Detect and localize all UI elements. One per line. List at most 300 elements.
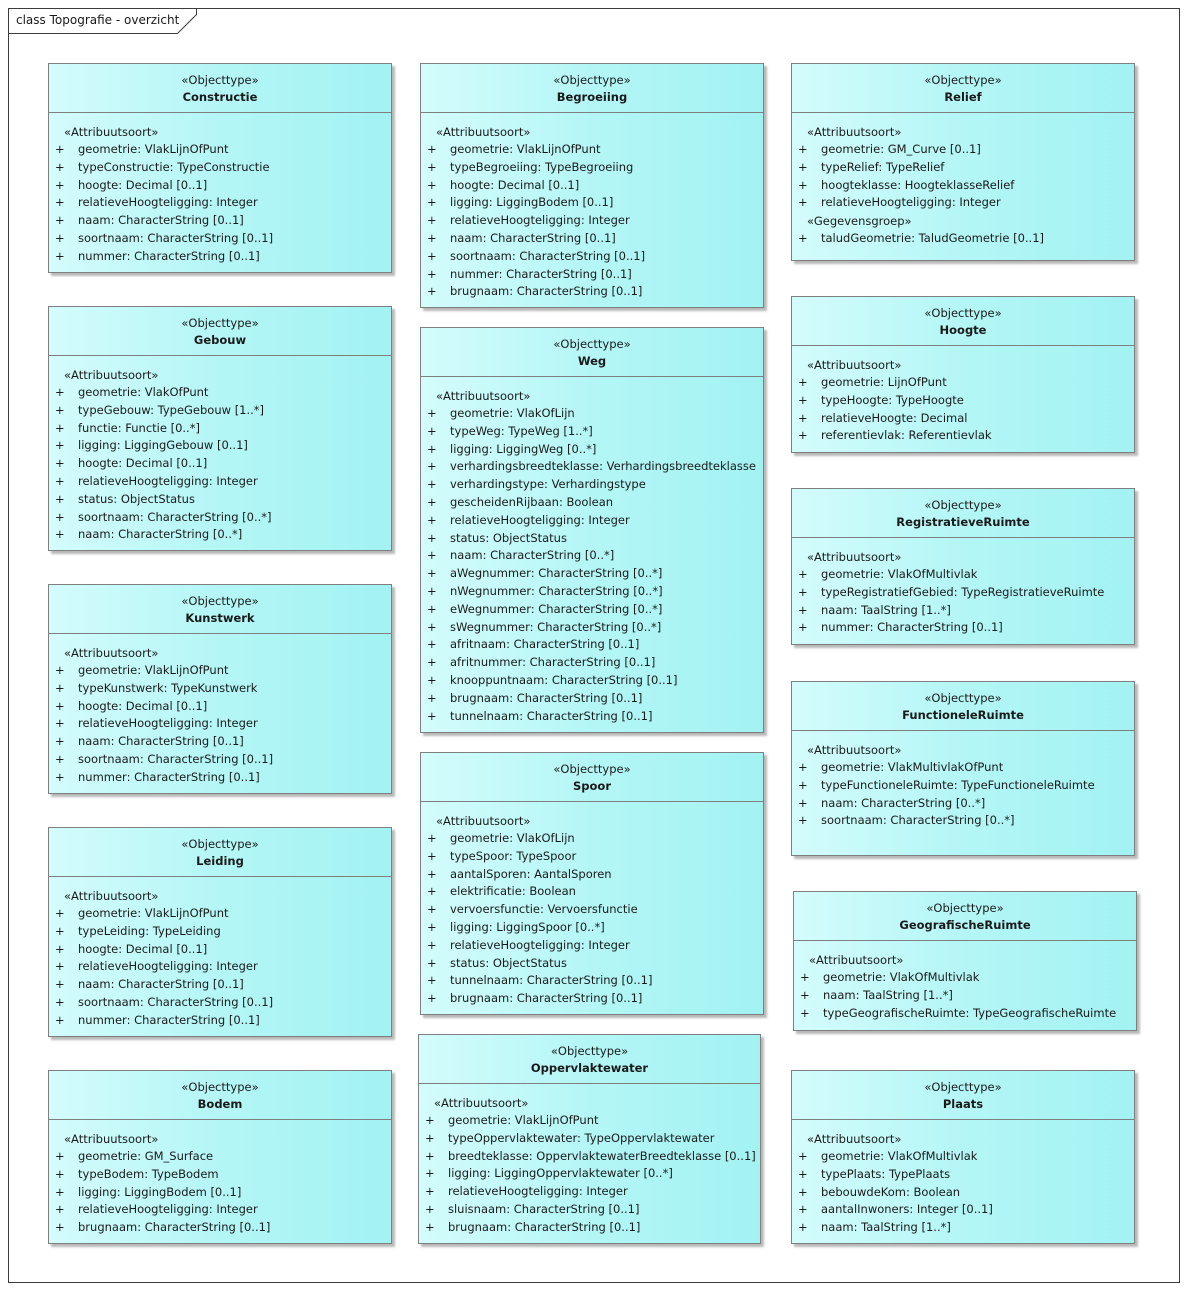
class-plaats[interactable] (791, 1070, 1135, 1244)
class-stereotype: «Objecttype» (553, 337, 631, 351)
class-header (421, 328, 763, 377)
attribute-row[interactable] (421, 494, 763, 512)
public-visibility-icon: + (427, 601, 437, 616)
attribute-row[interactable] (421, 990, 763, 1008)
attribute-text: geometrie: VlakLijnOfPunt (78, 663, 229, 677)
attribute-row[interactable] (49, 698, 391, 716)
class-stereotype: «Objecttype» (181, 316, 259, 330)
class-gebouw[interactable] (48, 306, 392, 551)
attribute-row[interactable] (792, 194, 1134, 212)
public-visibility-icon: + (427, 672, 437, 687)
attribute-row[interactable] (792, 1219, 1134, 1237)
attribute-row[interactable] (49, 905, 391, 923)
class-stereotype: «Objecttype» (924, 498, 1002, 512)
attribute-row[interactable] (419, 1201, 760, 1219)
attribute-text: nummer: CharacterString [0..1] (821, 620, 1003, 635)
attribute-text: hoogte: Decimal [0..1] (78, 941, 208, 956)
attribute-text: typeOppervlaktewater: TypeOppervlaktewater (448, 1130, 715, 1145)
attribute-text: sWegnummer: CharacterString [0..*] (450, 619, 662, 634)
attribute-row[interactable] (49, 159, 391, 177)
attribute-group-label: «Attribuutsoort» (434, 1096, 529, 1110)
attribute-row[interactable] (421, 830, 763, 848)
public-visibility-icon: + (427, 423, 437, 438)
public-visibility-icon: + (798, 1202, 808, 1217)
attribute-row[interactable] (49, 662, 391, 680)
attribute-row[interactable] (792, 1166, 1134, 1184)
attribute-text: geometrie: VlakLijnOfPunt (448, 1113, 599, 1127)
class-leiding[interactable] (48, 827, 392, 1037)
attribute-row[interactable] (792, 392, 1134, 410)
attribute-row[interactable] (421, 601, 763, 619)
class-stereotype: «Objecttype» (924, 1080, 1002, 1094)
class-stereotype: «Objecttype» (924, 306, 1002, 320)
attribute-row[interactable] (49, 1148, 391, 1166)
class-constructie[interactable] (48, 63, 392, 273)
attribute-text: hoogte: Decimal [0..1] (78, 177, 208, 192)
public-visibility-icon: + (55, 716, 65, 731)
attribute-row[interactable] (49, 248, 391, 266)
attribute-row[interactable] (49, 1201, 391, 1219)
public-visibility-icon: + (55, 385, 65, 399)
public-visibility-icon: + (55, 1166, 65, 1181)
attribute-text: aWegnummer: CharacterString [0..*] (450, 566, 663, 581)
attribute-text: typeRelief: TypeRelief (821, 159, 945, 174)
attribute-text: nummer: CharacterString [0..1] (78, 769, 260, 784)
public-visibility-icon: + (55, 491, 65, 506)
public-visibility-icon: + (55, 959, 65, 974)
public-visibility-icon: + (55, 402, 65, 417)
public-visibility-icon: + (427, 159, 437, 174)
public-visibility-icon: + (427, 973, 437, 988)
attribute-text: aantalInwoners: Integer [0..1] (821, 1202, 993, 1217)
public-visibility-icon: + (427, 213, 437, 228)
attribute-row[interactable] (421, 405, 763, 423)
attribute-row[interactable] (792, 141, 1134, 159)
public-visibility-icon: + (427, 919, 437, 934)
attribute-text: naam: CharacterString [0..*] (821, 795, 986, 810)
attribute-row[interactable] (49, 715, 391, 733)
class-name: Kunstwerk (185, 611, 255, 625)
public-visibility-icon: + (55, 159, 65, 174)
class-header (419, 1035, 760, 1084)
attribute-compartment (792, 1120, 1134, 1237)
attribute-row[interactable] (49, 1166, 391, 1184)
public-visibility-icon: + (425, 1113, 435, 1127)
public-visibility-icon: + (427, 142, 437, 156)
attribute-row[interactable] (421, 476, 763, 494)
attribute-row[interactable] (419, 1219, 760, 1237)
attribute-text: naam: CharacterString [0..1] (78, 734, 244, 749)
public-visibility-icon: + (55, 1220, 65, 1235)
attribute-row[interactable] (792, 159, 1134, 177)
attribute-text: relatieveHoogteligging: Integer (450, 512, 630, 527)
attribute-row[interactable] (421, 194, 763, 212)
attribute-row[interactable] (421, 159, 763, 177)
attribute-compartment (49, 113, 391, 266)
public-visibility-icon: + (427, 955, 437, 970)
class-geografische-ruimte[interactable] (793, 891, 1137, 1031)
attribute-text: ligging: LiggingWeg [0..*] (450, 441, 597, 456)
attribute-compartment (792, 538, 1134, 637)
attribute-text: geometrie: GM_Surface (78, 1149, 214, 1163)
attribute-row[interactable] (792, 410, 1134, 428)
public-visibility-icon: + (427, 266, 437, 281)
attribute-row[interactable] (419, 1148, 760, 1166)
attribute-row[interactable] (421, 565, 763, 583)
attribute-row[interactable] (421, 547, 763, 565)
class-name: Relief (944, 90, 982, 104)
public-visibility-icon: + (55, 663, 65, 677)
public-visibility-icon: + (55, 438, 65, 453)
class-name: Weg (577, 354, 607, 368)
class-relief[interactable] (791, 63, 1135, 261)
attribute-text: geometrie: GM_Curve [0..1] (821, 142, 981, 156)
attribute-compartment (49, 634, 391, 787)
public-visibility-icon: + (425, 1166, 435, 1181)
attribute-text: status: ObjectStatus (450, 530, 567, 545)
attribute-row[interactable] (421, 266, 763, 284)
public-visibility-icon: + (55, 734, 65, 749)
attribute-text: hoogteklasse: HoogteklasseRelief (821, 177, 1015, 192)
public-visibility-icon: + (427, 230, 437, 245)
attribute-group-label: «Attribuutsoort» (436, 389, 531, 403)
attribute-row[interactable] (49, 976, 391, 994)
attribute-row[interactable] (49, 230, 391, 248)
attribute-text: soortnaam: CharacterString [0..*] (821, 813, 1015, 828)
attribute-text: elektrificatie: Boolean (450, 884, 576, 899)
attribute-compartment (49, 356, 391, 544)
public-visibility-icon: + (427, 619, 437, 634)
attribute-row[interactable] (421, 636, 763, 654)
attribute-text: ligging: LiggingBodem [0..1] (78, 1184, 242, 1199)
attribute-row[interactable] (49, 212, 391, 230)
attribute-row[interactable] (792, 602, 1134, 620)
public-visibility-icon: + (427, 494, 437, 509)
public-visibility-icon: + (55, 751, 65, 766)
attribute-row[interactable] (792, 230, 1134, 248)
attribute-row[interactable] (792, 177, 1134, 195)
public-visibility-icon: + (427, 284, 437, 299)
public-visibility-icon: + (798, 795, 808, 810)
class-name: Oppervlaktewater (530, 1061, 649, 1075)
public-visibility-icon: + (427, 708, 437, 723)
attribute-text: brugnaam: CharacterString [0..1] (450, 690, 643, 705)
attribute-row[interactable] (49, 491, 391, 509)
attribute-row[interactable] (792, 1148, 1134, 1166)
attribute-group-label: «Attribuutsoort» (807, 358, 902, 372)
attribute-row[interactable] (49, 1184, 391, 1202)
class-registratieve-ruimte[interactable] (791, 488, 1135, 645)
attribute-text: nummer: CharacterString [0..1] (450, 266, 632, 281)
public-visibility-icon: + (427, 884, 437, 899)
attribute-row[interactable] (792, 427, 1134, 445)
class-header (49, 1071, 391, 1120)
public-visibility-icon: + (800, 987, 810, 1002)
public-visibility-icon: + (55, 977, 65, 992)
attribute-text: relatieveHoogteligging: Integer (450, 937, 630, 952)
attribute-row[interactable] (49, 437, 391, 455)
attribute-row[interactable] (49, 958, 391, 976)
attribute-row[interactable] (421, 955, 763, 973)
attribute-row[interactable] (421, 458, 763, 476)
public-visibility-icon: + (427, 566, 437, 581)
attribute-row[interactable] (49, 941, 391, 959)
attribute-compartment (49, 877, 391, 1030)
attribute-text: relatieveHoogteligging: Integer (78, 473, 258, 488)
attribute-row[interactable] (421, 230, 763, 248)
class-stereotype: «Objecttype» (926, 901, 1004, 915)
attribute-row[interactable] (49, 509, 391, 527)
attribute-row[interactable] (421, 583, 763, 601)
class-begroeiing[interactable] (420, 63, 764, 308)
class-stereotype: «Objecttype» (181, 73, 259, 87)
attribute-text: naam: CharacterString [0..*] (78, 527, 243, 542)
class-header (794, 892, 1136, 941)
attribute-text: hoogte: Decimal [0..1] (78, 698, 208, 713)
public-visibility-icon: + (427, 848, 437, 863)
public-visibility-icon: + (798, 392, 808, 407)
public-visibility-icon: + (55, 1202, 65, 1217)
attribute-row[interactable] (792, 619, 1134, 637)
class-bodem[interactable] (48, 1070, 392, 1244)
class-name: RegistratieveRuimte (896, 515, 1030, 529)
public-visibility-icon: + (55, 473, 65, 488)
attribute-text: taludGeometrie: TaludGeometrie [0..1] (821, 231, 1045, 246)
attribute-text: relatieveHoogteligging: Integer (448, 1184, 628, 1199)
attribute-row[interactable] (421, 141, 763, 159)
attribute-row[interactable] (421, 441, 763, 459)
attribute-group-label: «Attribuutsoort» (807, 1132, 902, 1146)
attribute-text: typeWeg: TypeWeg [1..*] (450, 423, 593, 438)
attribute-text: geometrie: VlakLijnOfPunt (450, 142, 601, 156)
attribute-text: typeSpoor: TypeSpoor (450, 848, 577, 863)
attribute-text: geometrie: VlakLijnOfPunt (78, 142, 229, 156)
public-visibility-icon: + (798, 1220, 808, 1235)
attribute-row[interactable] (49, 177, 391, 195)
attribute-compartment (792, 346, 1134, 445)
attribute-row[interactable] (421, 937, 763, 955)
public-visibility-icon: + (427, 459, 437, 474)
attribute-row[interactable] (49, 420, 391, 438)
attribute-row[interactable] (421, 708, 763, 726)
attribute-row[interactable] (49, 751, 391, 769)
attribute-text: brugnaam: CharacterString [0..1] (448, 1219, 641, 1234)
public-visibility-icon: + (798, 195, 808, 210)
class-weg[interactable] (420, 327, 764, 733)
attribute-row[interactable] (49, 194, 391, 212)
public-visibility-icon: + (55, 1184, 65, 1199)
attribute-text: typeKunstwerk: TypeKunstwerk (78, 680, 258, 695)
attribute-compartment (419, 1084, 760, 1237)
attribute-row[interactable] (421, 866, 763, 884)
class-header (792, 64, 1134, 113)
class-header (421, 64, 763, 113)
attribute-text: geometrie: VlakOfMultivlak (823, 970, 980, 984)
attribute-row[interactable] (49, 923, 391, 941)
attribute-text: typeRegistratiefGebied: TypeRegistratieveRuimte (821, 584, 1105, 599)
attribute-text: brugnaam: CharacterString [0..1] (78, 1220, 271, 1235)
attribute-text: aantalSporen: AantalSporen (450, 866, 612, 881)
public-visibility-icon: + (427, 690, 437, 705)
attribute-compartment (49, 1120, 391, 1237)
attribute-row[interactable] (49, 680, 391, 698)
attribute-row[interactable] (794, 969, 1136, 987)
attribute-row[interactable] (49, 1012, 391, 1030)
public-visibility-icon: + (798, 777, 808, 792)
public-visibility-icon: + (800, 970, 810, 984)
attribute-row[interactable] (421, 530, 763, 548)
attribute-row[interactable] (792, 374, 1134, 392)
attribute-group-label: «Attribuutsoort» (64, 889, 159, 903)
public-visibility-icon: + (55, 1149, 65, 1163)
attribute-text: typePlaats: TypePlaats (821, 1166, 951, 1181)
class-stereotype: «Objecttype» (553, 762, 631, 776)
class-stereotype: «Objecttype» (553, 73, 631, 87)
attribute-row[interactable] (49, 526, 391, 544)
attribute-row[interactable] (421, 672, 763, 690)
attribute-row[interactable] (421, 690, 763, 708)
attribute-row[interactable] (421, 423, 763, 441)
attribute-row[interactable] (49, 455, 391, 473)
attribute-row[interactable] (421, 177, 763, 195)
attribute-row[interactable] (419, 1183, 760, 1201)
class-header (421, 753, 763, 802)
class-header (49, 828, 391, 877)
public-visibility-icon: + (55, 923, 65, 938)
attribute-text: referentievlak: Referentievlak (821, 428, 992, 443)
attribute-row[interactable] (792, 584, 1134, 602)
public-visibility-icon: + (55, 994, 65, 1009)
attribute-text: ligging: LiggingBodem [0..1] (450, 195, 614, 210)
attribute-compartment (794, 941, 1136, 1022)
attribute-compartment (792, 731, 1134, 830)
public-visibility-icon: + (798, 142, 808, 156)
attribute-row[interactable] (421, 619, 763, 637)
public-visibility-icon: + (798, 567, 808, 581)
public-visibility-icon: + (798, 177, 808, 192)
public-visibility-icon: + (55, 420, 65, 435)
attribute-text: soortnaam: CharacterString [0..1] (78, 230, 274, 245)
public-visibility-icon: + (427, 655, 437, 670)
attribute-text: ligging: LiggingGebouw [0..1] (78, 438, 248, 453)
attribute-row[interactable] (792, 759, 1134, 777)
attribute-row[interactable] (419, 1112, 760, 1130)
attribute-row[interactable] (49, 141, 391, 159)
public-visibility-icon: + (427, 477, 437, 492)
public-visibility-icon: + (427, 530, 437, 545)
attribute-row[interactable] (792, 1184, 1134, 1202)
attribute-row[interactable] (421, 512, 763, 530)
attribute-row[interactable] (421, 901, 763, 919)
attribute-text: naam: TaalString [1..*] (821, 602, 951, 617)
attribute-row[interactable] (792, 1201, 1134, 1219)
public-visibility-icon: + (55, 177, 65, 192)
public-visibility-icon: + (425, 1130, 435, 1145)
attribute-row[interactable] (49, 402, 391, 420)
attribute-row[interactable] (421, 848, 763, 866)
class-name: Leiding (196, 854, 244, 868)
public-visibility-icon: + (55, 509, 65, 524)
public-visibility-icon: + (427, 248, 437, 263)
attribute-row[interactable] (49, 1219, 391, 1237)
attribute-compartment (792, 113, 1134, 248)
attribute-row[interactable] (421, 972, 763, 990)
attribute-text: soortnaam: CharacterString [0..1] (78, 751, 274, 766)
public-visibility-icon: + (798, 428, 808, 443)
class-hoogte[interactable] (791, 296, 1135, 453)
attribute-text: typeBodem: TypeBodem (78, 1166, 219, 1181)
attribute-row[interactable] (49, 384, 391, 402)
attribute-row[interactable] (49, 733, 391, 751)
class-kunstwerk[interactable] (48, 584, 392, 794)
attribute-text: geometrie: VlakMultivlakOfPunt (821, 760, 1004, 774)
public-visibility-icon: + (427, 866, 437, 881)
class-name: FunctioneleRuimte (902, 708, 1024, 722)
attribute-row[interactable] (419, 1165, 760, 1183)
public-visibility-icon: + (427, 937, 437, 952)
public-visibility-icon: + (55, 248, 65, 263)
class-stereotype: «Objecttype» (550, 1044, 629, 1058)
attribute-text: typeHoogte: TypeHoogte (821, 392, 964, 407)
attribute-row[interactable] (49, 994, 391, 1012)
attribute-row[interactable] (792, 795, 1134, 813)
attribute-row[interactable] (49, 769, 391, 787)
public-visibility-icon: + (55, 456, 65, 471)
public-visibility-icon: + (55, 527, 65, 542)
attribute-row[interactable] (49, 473, 391, 491)
attribute-text: typeConstructie: TypeConstructie (78, 159, 270, 174)
attribute-row[interactable] (792, 566, 1134, 584)
attribute-row[interactable] (421, 654, 763, 672)
attribute-text: naam: TaalString [1..*] (821, 1220, 951, 1235)
attribute-group-label: «Attribuutsoort» (436, 125, 531, 139)
public-visibility-icon: + (798, 1166, 808, 1181)
public-visibility-icon: + (798, 1184, 808, 1199)
attribute-row[interactable] (421, 212, 763, 230)
attribute-row[interactable] (794, 987, 1136, 1005)
public-visibility-icon: + (55, 698, 65, 713)
public-visibility-icon: + (427, 548, 437, 563)
attribute-group-label: «Attribuutsoort» (807, 550, 902, 564)
attribute-row[interactable] (419, 1130, 760, 1148)
attribute-text: ligging: LiggingOppervlaktewater [0..*] (448, 1166, 673, 1181)
class-spoor[interactable] (420, 752, 764, 1015)
diagram-title: class Topografie - overzicht (16, 13, 180, 27)
class-oppervlaktewater[interactable] (418, 1034, 761, 1244)
attribute-text: typeLeiding: TypeLeiding (78, 923, 221, 938)
class-header (49, 585, 391, 634)
attribute-text: naam: CharacterString [0..1] (450, 230, 616, 245)
attribute-text: soortnaam: CharacterString [0..1] (450, 248, 646, 263)
class-functionele-ruimte[interactable] (791, 681, 1135, 856)
attribute-row[interactable] (421, 248, 763, 266)
attribute-row[interactable] (421, 283, 763, 301)
attribute-compartment (421, 377, 763, 725)
attribute-text: typeGeografischeRuimte: TypeGeografischeRuimte (823, 1005, 1117, 1020)
attribute-text: relatieveHoogte: Decimal (821, 410, 968, 425)
attribute-group-label: «Attribuutsoort» (64, 1132, 159, 1146)
attribute-row[interactable] (792, 777, 1134, 795)
attribute-text: soortnaam: CharacterString [0..1] (78, 994, 274, 1009)
public-visibility-icon: + (798, 159, 808, 174)
attribute-row[interactable] (421, 883, 763, 901)
attribute-row[interactable] (421, 919, 763, 937)
attribute-row[interactable] (792, 812, 1134, 830)
public-visibility-icon: + (427, 637, 437, 652)
public-visibility-icon: + (798, 231, 808, 246)
attribute-row[interactable] (794, 1005, 1136, 1023)
attribute-text: bebouwdeKom: Boolean (821, 1184, 961, 1199)
